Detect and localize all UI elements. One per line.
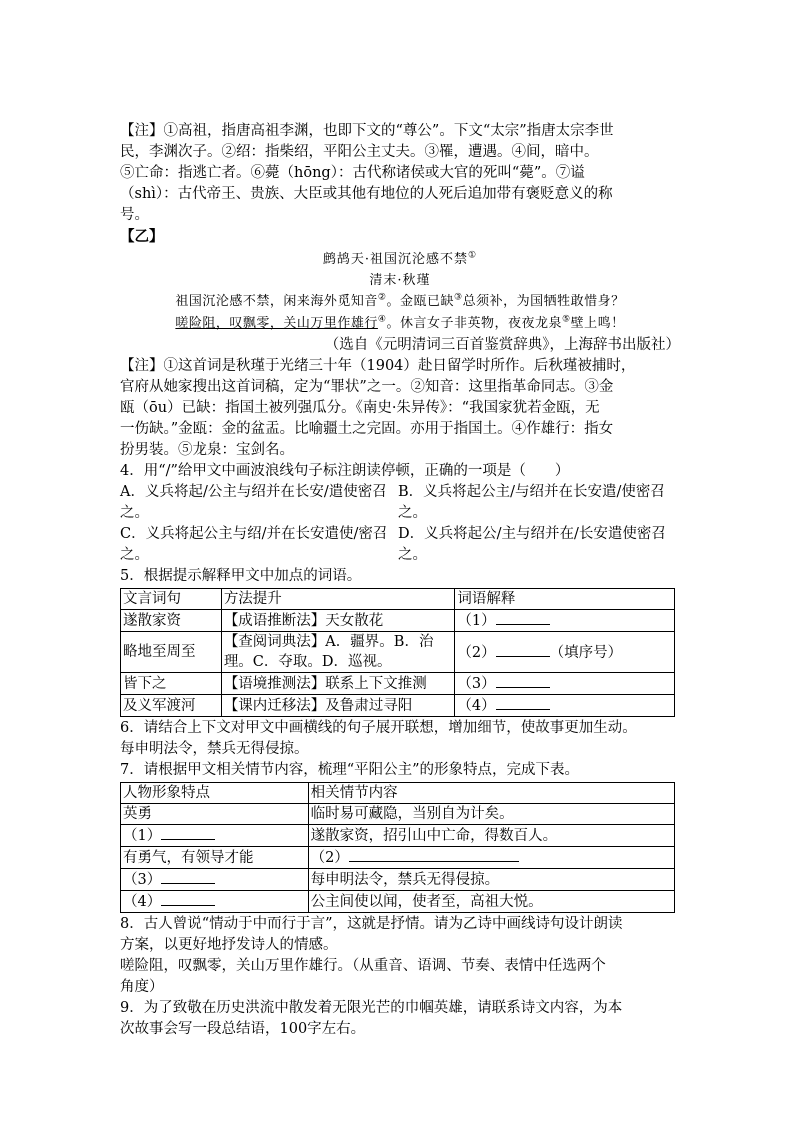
option-b[interactable]: B．义兵将起公主/与绍并在长安遣/使密召之。 bbox=[398, 484, 665, 521]
option-d[interactable]: D．义兵将起公/主与绍并在/长安遣使密召之。 bbox=[398, 526, 666, 563]
question-9 bbox=[120, 998, 680, 1040]
question-stem: 8．古人曾说“情动于中而行于言”，这就是抒情。请为乙诗中画线诗句设计朗读 bbox=[120, 916, 623, 932]
table-row bbox=[121, 847, 675, 869]
table-cell: 【课内迁移法】及鲁肃过寻阳 bbox=[221, 695, 455, 717]
option-a[interactable]: A．义兵将起/公主与绍并在长安/遣使密召之。 bbox=[120, 484, 387, 521]
table-row bbox=[121, 869, 675, 891]
table-header: 词语解释 bbox=[455, 589, 675, 610]
question-stem: 4．用“/”给甲文中画波浪线句子标注朗读停顿，正确的一项是（ ） bbox=[120, 463, 570, 479]
poem-line-1: 祖国沉沦感不禁，闲来海外觅知音②。金瓯已缺③总须补，为国牺牲敢惜身？ bbox=[175, 292, 625, 309]
note-line: 扮男装。⑤龙泉：宝剑名。 bbox=[120, 442, 294, 458]
answer-blank[interactable] bbox=[496, 642, 550, 657]
answer-cell[interactable]: （1） bbox=[455, 610, 675, 632]
answer-cell[interactable]: （3） bbox=[455, 673, 675, 695]
answer-cell[interactable]: （3） bbox=[121, 869, 309, 891]
table-cell: 临时易可藏隐，当别自为计矣。 bbox=[308, 804, 674, 825]
question-5 bbox=[120, 566, 680, 717]
table-row bbox=[121, 804, 675, 825]
table-row bbox=[121, 695, 675, 717]
question-6 bbox=[120, 718, 680, 760]
table-cell: 每申明法令，禁兵无得侵掠。 bbox=[308, 869, 674, 891]
poem-title: 鹧鸪天·祖国沉沦感不禁① bbox=[322, 250, 478, 267]
answer-blank[interactable] bbox=[496, 673, 550, 688]
poem bbox=[120, 249, 680, 356]
question-detail: 嗟险阻，叹飘零，关山万里作雄行。（从重音、语调、节奏、表情中任选两个 bbox=[120, 958, 606, 974]
poem-source: （选自《元明清词三百首鉴赏辞典》，上海辞书出版社） bbox=[324, 337, 680, 353]
table-header-row bbox=[121, 783, 675, 804]
underlined-verse: 嗟险阻，叹飘零，关山万里作雄行 bbox=[175, 316, 378, 331]
worksheet-page bbox=[120, 121, 680, 1040]
table-header-row bbox=[121, 589, 675, 610]
note-line: 【注】①高祖，指唐高祖李渊，也即下文的“尊公”。下文“太宗”指唐太宗李世 bbox=[120, 123, 614, 139]
table-header: 人物形象特点 bbox=[121, 783, 309, 804]
note-line: （shì）：古代帝王、贵族、大臣或其他有地位的人死后追加带有褒贬意义的称 bbox=[120, 186, 613, 202]
answer-cell[interactable]: （4） bbox=[121, 891, 309, 913]
question-stem: 方案，以更好地抒发诗人的情感。 bbox=[120, 937, 338, 953]
note-line: 【注】①这首词是秋瑾于光绪三十年（1904）赴日留学时所作。后秋瑾被捕时， bbox=[120, 358, 636, 374]
option-c[interactable]: C．义兵将起公主与绍/并在长安遣使/密召之。 bbox=[120, 526, 388, 563]
note-jia bbox=[120, 121, 680, 226]
table-row bbox=[121, 610, 675, 632]
table-row bbox=[121, 825, 675, 847]
table-cell: 皆下之 bbox=[121, 673, 222, 695]
table-cell: 遂散家资，招引山中亡命，得数百人。 bbox=[308, 825, 674, 847]
question-stem: 次故事会写一段总结语，100字左右。 bbox=[120, 1021, 366, 1037]
table-row bbox=[121, 891, 675, 913]
note-line: 一伤缺。”金瓯：金的盆盂。比喻疆土之完固。亦用于指国土。④作雄行：指女 bbox=[120, 421, 614, 437]
question-4 bbox=[120, 461, 680, 566]
note-line: 民，李渊次子。②绍：指柴绍，平阳公主丈夫。③罹，遭遇。④间，暗中。 bbox=[120, 144, 599, 160]
note-line: ⑤亡命：指逃亡者。⑥薨（hōng）：古代称诸侯或大官的死叫“薨”。⑦谥 bbox=[120, 165, 585, 181]
answer-blank[interactable] bbox=[496, 610, 550, 625]
table-cell: 略地至周至 bbox=[121, 632, 222, 673]
table-header: 文言词句 bbox=[121, 589, 222, 610]
answer-blank[interactable] bbox=[349, 847, 519, 862]
table-cell: 有勇气，有领导才能 bbox=[121, 847, 309, 869]
note-line: 瓯（ōu）已缺：指国土被列强瓜分。《南史·朱异传》：“我国家犹若金瓯，无 bbox=[120, 400, 600, 416]
quoted-sentence: 每申明法令，禁兵无得侵掠。 bbox=[120, 741, 309, 757]
answer-cell[interactable]: （2） bbox=[308, 847, 674, 869]
table-header: 相关情节内容 bbox=[308, 783, 674, 804]
table-row bbox=[121, 632, 675, 673]
table-cell: 【查阅词典法】A．疆界。B．治理。C．夺取。D．巡视。 bbox=[221, 632, 455, 673]
options-grid bbox=[120, 482, 680, 566]
table-cell: 公主间使以闻，使者至，高祖大悦。 bbox=[308, 891, 674, 913]
q7-table bbox=[120, 782, 675, 913]
section-label-yi: 【乙】 bbox=[120, 228, 164, 245]
table-cell: 英勇 bbox=[121, 804, 309, 825]
question-stem: 5．根据提示解释甲文中加点的词语。 bbox=[120, 568, 362, 584]
table-cell: 【语境推测法】联系上下文推测 bbox=[221, 673, 455, 695]
q5-table bbox=[120, 588, 675, 717]
answer-cell[interactable]: （2） （填序号） bbox=[455, 632, 675, 673]
note-yi bbox=[120, 356, 680, 461]
table-cell: 【成语推断法】天女散花 bbox=[221, 610, 455, 632]
table-row bbox=[121, 673, 675, 695]
question-stem: 6．请结合上下文对甲文中画横线的句子展开联想，增加细节，使故事更加生动。 bbox=[120, 720, 637, 736]
table-cell: 遂散家资 bbox=[121, 610, 222, 632]
note-line: 官府从她家搜出这首词稿，定为“罪状”之一。②知音：这里指革命同志。③金 bbox=[120, 379, 614, 395]
table-header: 方法提升 bbox=[221, 589, 455, 610]
answer-blank[interactable] bbox=[161, 825, 215, 840]
question-stem: 9．为了致敬在历史洪流中散发着无限光芒的巾帼英雄，请联系诗文内容，为本 bbox=[120, 1000, 623, 1016]
answer-cell[interactable]: （1） bbox=[121, 825, 309, 847]
poem-line-2: 嗟险阻，叹飘零，关山万里作雄行④。休言女子非英物，夜夜龙泉⑤壁上鸣！ bbox=[175, 314, 625, 331]
question-stem: 7．请根据甲文相关情节内容，梳理“平阳公主”的形象特点，完成下表。 bbox=[120, 762, 580, 778]
answer-blank[interactable] bbox=[161, 891, 215, 906]
poem-author: 清末·秋瑾 bbox=[369, 273, 431, 288]
question-8 bbox=[120, 914, 680, 998]
note-line: 号。 bbox=[120, 207, 149, 223]
answer-blank[interactable] bbox=[496, 695, 550, 710]
question-detail: 角度） bbox=[120, 979, 164, 995]
question-7 bbox=[120, 760, 680, 913]
answer-blank[interactable] bbox=[161, 869, 215, 884]
answer-cell[interactable]: （4） bbox=[455, 695, 675, 717]
table-cell: 及义军渡河 bbox=[121, 695, 222, 717]
